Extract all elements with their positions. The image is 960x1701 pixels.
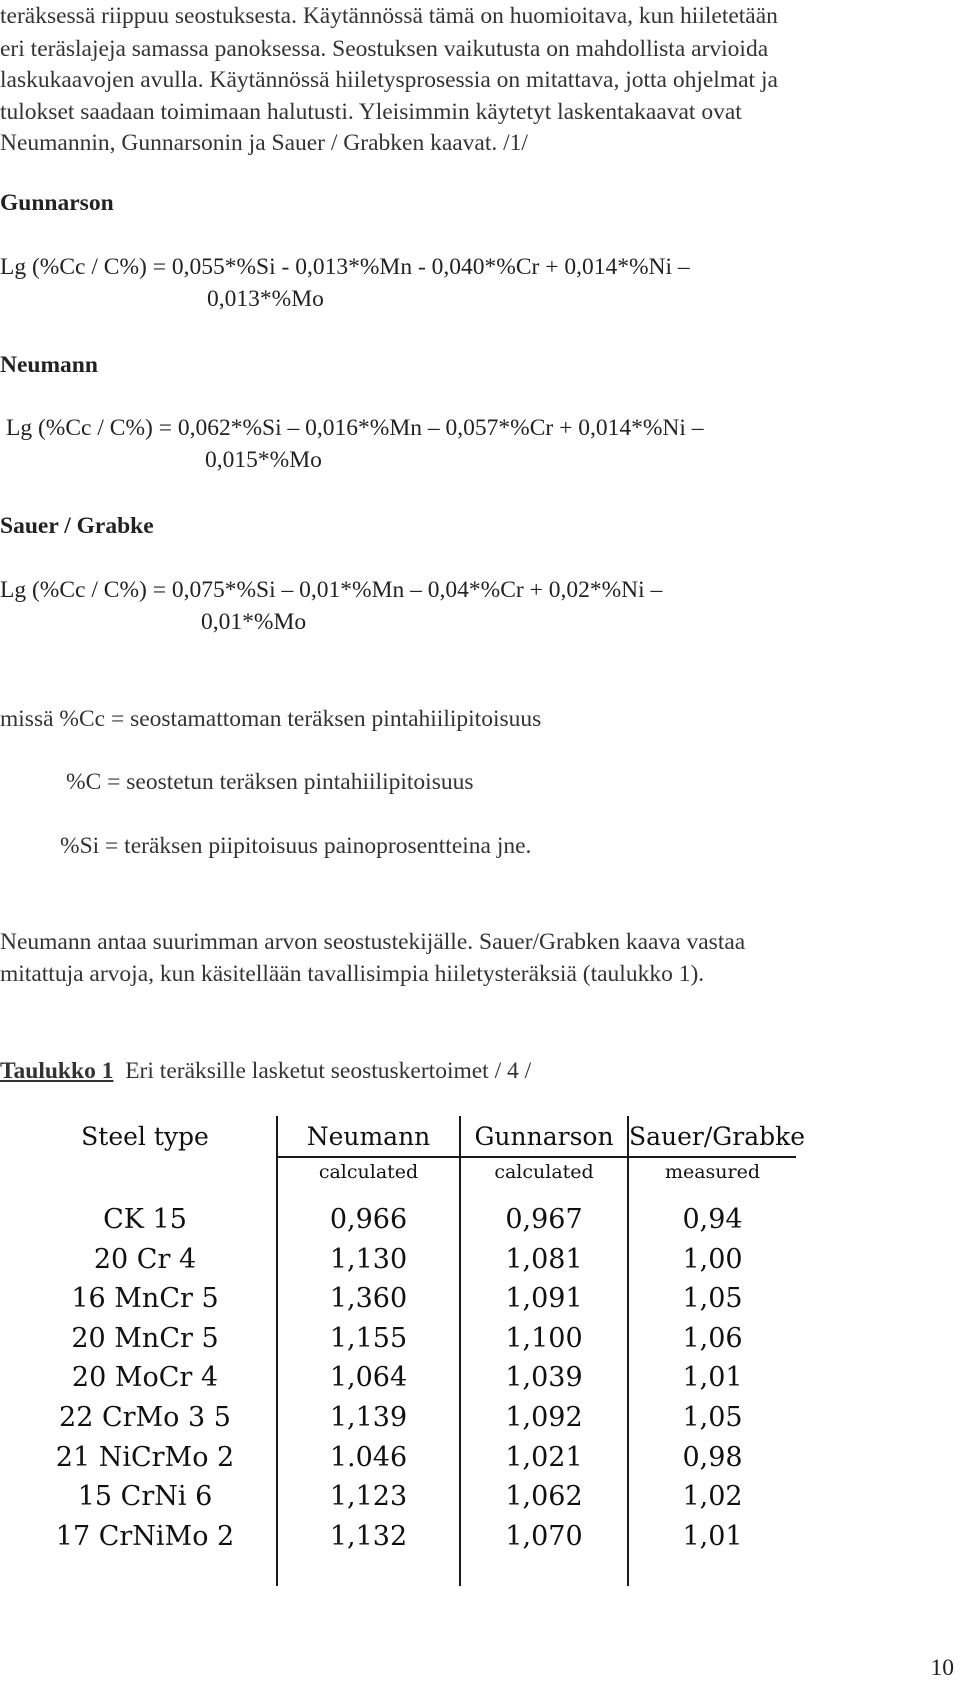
steel-coefficient-table: [14, 1116, 806, 1586]
table-cell-gunnarson: 1,070: [505, 1521, 583, 1552]
table-header-steel-type: Steel type: [81, 1122, 209, 1151]
table-caption-label: Taulukko 1: [0, 1058, 114, 1084]
formula-heading-sauer-grabke: Sauer / Grabke: [0, 513, 154, 539]
definition-line: missä %Cc = seostamattoman teräksen pintahiilipitoisuus: [0, 706, 542, 732]
table-cell-gunnarson: 1,091: [505, 1283, 583, 1314]
table-cell-gunnarson: 1,081: [505, 1244, 583, 1275]
table-cell-steel-type: 17 CrNiMo 2: [55, 1521, 235, 1552]
table-cell-neumann: 1,155: [329, 1323, 408, 1354]
table-cell-steel-type: 15 CrNi 6: [77, 1481, 213, 1512]
table-cell-steel-type: 20 MoCr 4: [71, 1362, 219, 1393]
table-cell-gunnarson: 1,062: [505, 1481, 583, 1512]
formula-gunnarson-line1: Lg (%Cc / C%) = 0,055*%Si - 0,013*%Mn - 0,040*%Cr + 0,014*%Ni –: [0, 254, 690, 280]
table-cell-neumann: 0,966: [329, 1204, 408, 1235]
table-cell-sauer-grabke: 0,98: [682, 1442, 743, 1473]
intro-line: teräksessä riippuu seostuksesta. Käytännössä tämä on huomioitava, kun hiiletetään: [0, 3, 778, 29]
table-cell-steel-type: 20 MnCr 5: [71, 1323, 219, 1354]
table-cell-gunnarson: 1,039: [505, 1362, 583, 1393]
table-cell-neumann: 1,132: [329, 1521, 408, 1552]
table-cell-sauer-grabke: 0,94: [682, 1204, 743, 1235]
table-cell-neumann: 1.046: [329, 1442, 408, 1473]
formula-neumann-line2: 0,015*%Mo: [205, 447, 322, 473]
formula-sauer-grabke-line2: 0,01*%Mo: [201, 609, 307, 635]
table-cell-gunnarson: 1,100: [505, 1323, 583, 1354]
conclusion-line: Neumann antaa suurimman arvon seostustekijälle. Sauer/Grabken kaava vastaa: [0, 929, 746, 955]
formula-sauer-grabke-line1: Lg (%Cc / C%) = 0,075*%Si – 0,01*%Mn – 0,04*%Cr + 0,02*%Ni –: [0, 577, 663, 603]
formula-heading-neumann: Neumann: [0, 352, 98, 378]
table-header-gunnarson: Gunnarson: [474, 1122, 614, 1151]
table-cell-sauer-grabke: 1,01: [682, 1521, 743, 1552]
table-cell-neumann: 1,123: [329, 1481, 408, 1512]
table-cell-sauer-grabke: 1,06: [682, 1323, 743, 1354]
table-cell-steel-type: 16 MnCr 5: [71, 1283, 219, 1314]
table-cell-steel-type: 22 CrMo 3 5: [59, 1402, 231, 1433]
table-header-sauer-grabke: Sauer/Grabke: [629, 1122, 806, 1151]
table-cell-neumann: 1,064: [329, 1362, 408, 1393]
table-cell-sauer-grabke: 1,05: [682, 1283, 743, 1314]
table-subheader-gunnarson: calculated: [494, 1161, 594, 1183]
conclusion-line: mitattuja arvoja, kun käsitellään tavallisimpia hiiletysteräksiä (taulukko 1).: [0, 961, 705, 987]
table-cell-steel-type: CK 15: [103, 1204, 187, 1235]
intro-line: tulokset saadaan toimimaan halutusti. Yleisimmin käytetyt laskentakaavat ovat: [0, 99, 742, 125]
formula-heading-gunnarson: Gunnarson: [0, 190, 114, 216]
table-cell-neumann: 1,360: [329, 1283, 408, 1314]
table-cell-steel-type: 21 NiCrMo 2: [55, 1442, 235, 1473]
table-cell-gunnarson: 0,967: [505, 1204, 583, 1235]
formula-gunnarson-line2: 0,013*%Mo: [207, 286, 324, 312]
table-cell-sauer-grabke: 1,00: [682, 1244, 743, 1275]
table-cell-sauer-grabke: 1,01: [682, 1362, 743, 1393]
definition-line: %C = seostetun teräksen pintahiilipitoisuus: [66, 769, 474, 795]
table-header-rule: [276, 1156, 796, 1158]
table-cell-gunnarson: 1,092: [505, 1402, 583, 1433]
intro-line: laskukaavojen avulla. Käytännössä hiiletysprosessia on mitattava, jotta ohjelmat ja: [0, 67, 778, 93]
table-subheader-neumann: calculated: [318, 1161, 419, 1183]
intro-line: eri teräslajeja samassa panoksessa. Seostuksen vaikutusta on mahdollista arvioida: [0, 36, 769, 62]
table-cell-sauer-grabke: 1,05: [682, 1402, 743, 1433]
table-cell-neumann: 1,139: [329, 1402, 408, 1433]
table-caption: [0, 1055, 531, 1087]
table-cell-steel-type: 20 Cr 4: [93, 1244, 197, 1275]
table-header-neumann: Neumann: [306, 1122, 431, 1151]
intro-line: Neumannin, Gunnarsonin ja Sauer / Grabken kaavat. /1/: [0, 130, 528, 156]
table-subheader-sauer-grabke: measured: [664, 1161, 761, 1183]
formula-neumann-line1: Lg (%Cc / C%) = 0,062*%Si – 0,016*%Mn – 0,057*%Cr + 0,014*%Ni –: [6, 415, 704, 441]
table-caption-text: Eri teräksille lasketut seostuskertoimet / 4 /: [125, 1058, 532, 1084]
table-cell-sauer-grabke: 1,02: [682, 1481, 743, 1512]
table-cell-gunnarson: 1,021: [505, 1442, 583, 1473]
page-number: 10: [930, 1655, 954, 1681]
table-cell-neumann: 1,130: [329, 1244, 408, 1275]
definition-line: %Si = teräksen piipitoisuus painoprosentteina jne.: [60, 833, 532, 859]
